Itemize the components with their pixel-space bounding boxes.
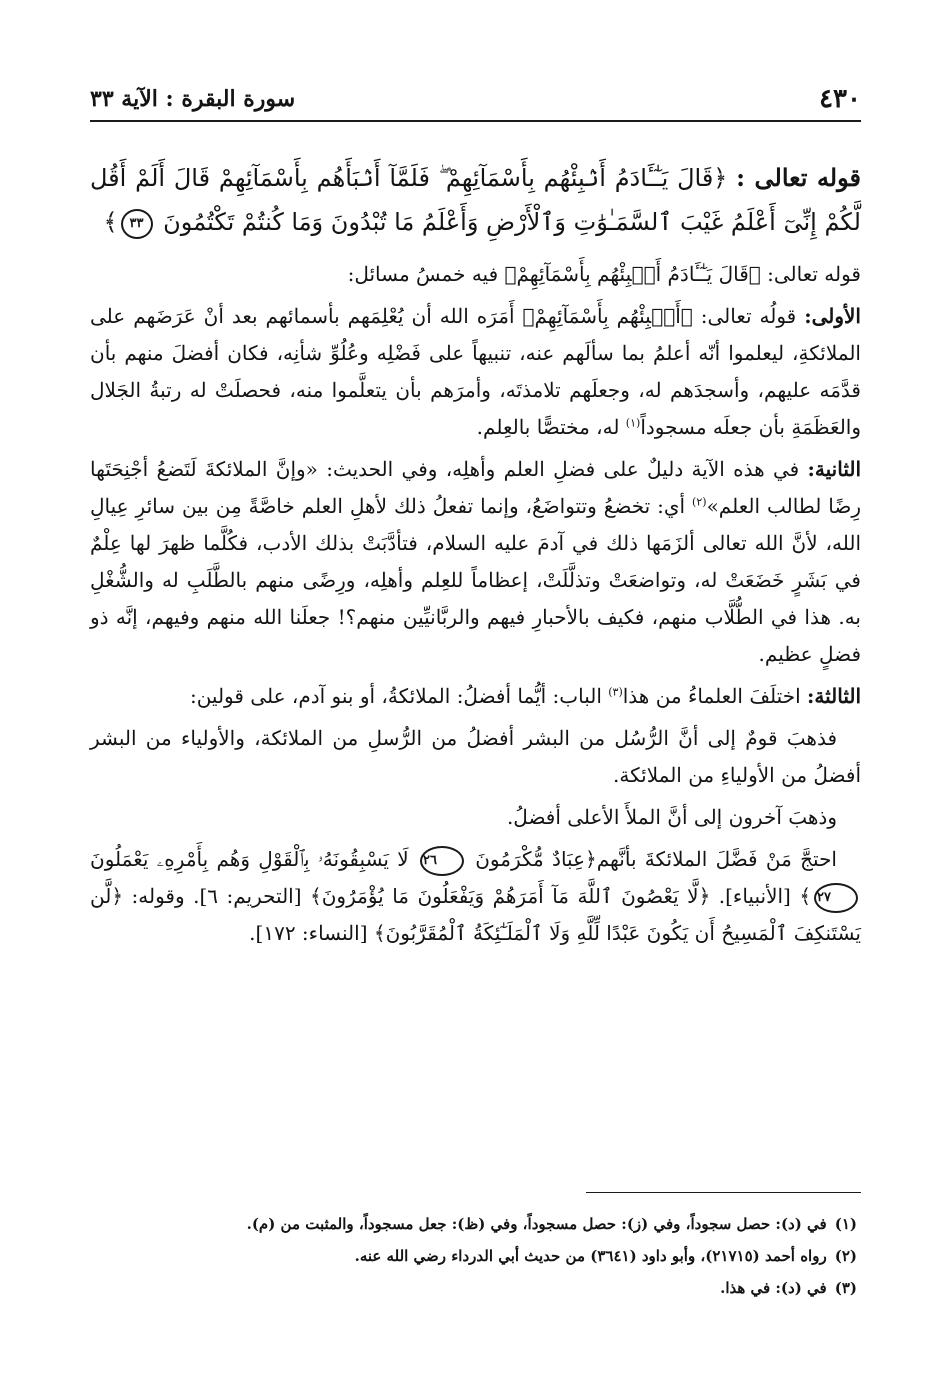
intro-text: قوله تعالى: ﴿قَالَ يَـٰٓـَٔادَمُ أَنۢبِئْهُم بِأَسْمَآئِهِمْ﴾ فيه خمسُ مسائل: [347,262,861,286]
evidence-quote-anbiya-27: لَا يَسْبِقُونَهُۥ بِٱلْقَوْلِ وَهُم بِأَمْرِهِۦ يَعْمَلُونَ [90,847,409,871]
footnote-text: في (د): في هذا. [720,1279,827,1297]
surah-ref-anbiya: [الأنبياء]. [710,884,800,908]
issue-first-text-end: له، مختصًّا بالعِلم. [476,415,626,439]
first-opinion-text: فذهبَ قومٌ إلى أنَّ الرُّسُل من البشر أفضلُ من الرُّسلِ من الملائكة، والأولياء من البشر أفضلُ من الأولياءِ من الملائكة. [90,726,861,787]
verse-close-bracket: ﴾ [103,208,118,236]
footnote-text: رواه أحمد (٢١٧١٥)، وأبو داود (٣٦٤١) من حديث أبي الدرداء رضي الله عنه. [354,1247,827,1265]
footnote-number: (١) [834,1215,857,1233]
issue-first-paragraph [90,298,861,446]
evidence-quote-anbiya-26: ﴿عِبَادٌ مُّكْرَمُونَ [475,847,597,871]
verse-text: ﴿قَالَ يَـٰٓـَٔادَمُ أَنۢبِئْهُم بِأَسْمَآئِهِمْ ۖ فَلَمَّآ أَنۢبَأَهُم بِأَسْمَآئِهِمْ قَالَ أَلَمْ أَقُل لَّكُمْ إِنِّىٓ أَعْلَمُ غَيْبَ ٱلسَّمَـٰوَٰتِ وَٱلْأَرْضِ وَأَعْلَمُ مَا تُبْدُونَ وَمَا كُنتُمْ تَكْتُمُونَ [90,164,861,236]
second-opinion-text: وذهبَ آخرون إلى أنَّ الملأَ الأعلى أفضلُ. [506,805,837,829]
footnote-ref-1: (١) [625,416,641,430]
verse-lead: قوله تعالى : [736,163,861,192]
issue-second-paragraph [90,451,861,673]
evidence-text-start: احتجَّ مَنْ فَضَّلَ الملائكةَ بأنَّهم [596,847,837,871]
ayah-number-marker-27: ٢٧ [814,883,858,913]
evidence-quote-tahrim: ﴿لَّا يَعْصُونَ ٱللَّهَ مَآ أَمَرَهُمْ وَيَفْعَلُونَ مَا يُؤْمَرُونَ﴾ [310,884,711,908]
running-title: سورة البقرة : الآية ٣٣ [90,86,296,112]
issue-third-paragraph [90,678,861,715]
page-number: ٤٣٠ [819,84,861,114]
issue-second-label: الثانية: [807,457,862,481]
ayah-number-marker-26: ٢٦ [420,846,464,876]
footnote-number: (٢) [834,1247,857,1265]
footnote-1 [90,1208,857,1240]
page-body [90,156,861,957]
second-opinion-paragraph [90,799,861,836]
surah-ref-nisa: [النساء: ١٧٢]. [249,921,374,945]
evidence-quote-nisa: ﴿لَّن يَسْتَنكِفَ ٱلْمَسِيحُ أَن يَكُونَ عَبْدًا لِّلَّهِ وَلَا ٱلْمَلَـٰٓئِكَةُ ٱلْمُقَرَّبُونَ﴾ [90,884,861,945]
footnote-number: (٣) [834,1279,857,1297]
surah-ref-tahrim: [التحريم: ٦]. [184,884,311,908]
footnote-ref-3: (٣) [608,685,623,699]
ayah-number-marker: ٣٣ [121,209,153,239]
issue-first-text: قولُه تعالى: ﴿أَنۢبِئْهُم بِأَسْمَآئِهِمْ﴾ أَمَرَه الله أن يُعْلِمَهم بأسمائهم بعد أنْ عَرَضَهم على الملائكةِ، ليعلموا أنّه أعلمُ بما سألَهم عنه، تنبيهاً على فَضْلِه وعُلُوِّ شأنِه، فكان أفضلَ منهم بأن قدَّمَه عليهم، وأسجدَهم له، وجعلَهم تلامذتَه، وأمرَهم بأن يتعلَّموا منه، فحصلَتْ له رتبةُ الجَلال والعَظَمَةِ بأن جعلَه مسجوداً [90,304,861,439]
verse-block [90,156,861,244]
footnotes [90,1208,857,1304]
issue-second-text: في هذه الآية دليلٌ على فضلِ العلم وأهلِه، وفي الحديث: «وإنَّ الملائكةَ لَتَضعُ أجْنِحَتَها رِضًا لطالب العلم» [90,457,861,518]
issue-third-label: الثالثة: [806,684,861,708]
footnote-text: في (د): حصل سجوداً، وفي (ز): حصل مسجوداً، وفي (ظ): جعل مسجوداً، والمثبت من (م). [246,1215,827,1233]
issue-second-text-end: أي: تخضعُ وتتواضَعُ، وإنما تفعلُ ذلك لأهلِ العلم خاصَّةً مِن بين سائرِ عِيالِ الله، لأنَّ الله تعالى ألزَمَها ذلك في آدمَ عليه السلام، فتأدَّبَتْ بذلك الأدب، فكُلَّما ظهرَ لها عِلْمٌ في بَشَرٍ خَضَعَتْ له، وتواضعَتْ وتذلَّلَتْ، إعظاماً للعِلم وأهلِه، ورِضًى منهم بالطَّلَبِ له والشُّغْلِ به. هذا في الطُّلَّاب منهم، فكيف بالأحبارِ فيهم والربَّانيِّين منهم؟! جعلَنا الله منهم وفيهم، إنَّه ذو فضلٍ عظيم. [90,494,861,666]
footnote-2 [90,1240,857,1272]
footnote-3 [90,1272,857,1304]
issue-first-label: الأولى: [804,304,861,328]
evidence-close-bracket: ﴾ [799,884,812,908]
first-opinion-paragraph [90,720,861,794]
issue-third-text: اختلَفَ العلماءُ من هذا [622,684,801,708]
footnote-separator [586,1192,861,1193]
evidence-text-mid: وقوله: [123,884,185,908]
evidence-paragraph [90,841,861,952]
intro-paragraph [90,256,861,293]
page-header [90,78,861,122]
footnote-ref-2: (٢) [692,495,707,509]
issue-third-text-end: الباب: أيُّما أفضلُ: الملائكةُ، أو بنو آدم، على قولين: [189,684,609,708]
